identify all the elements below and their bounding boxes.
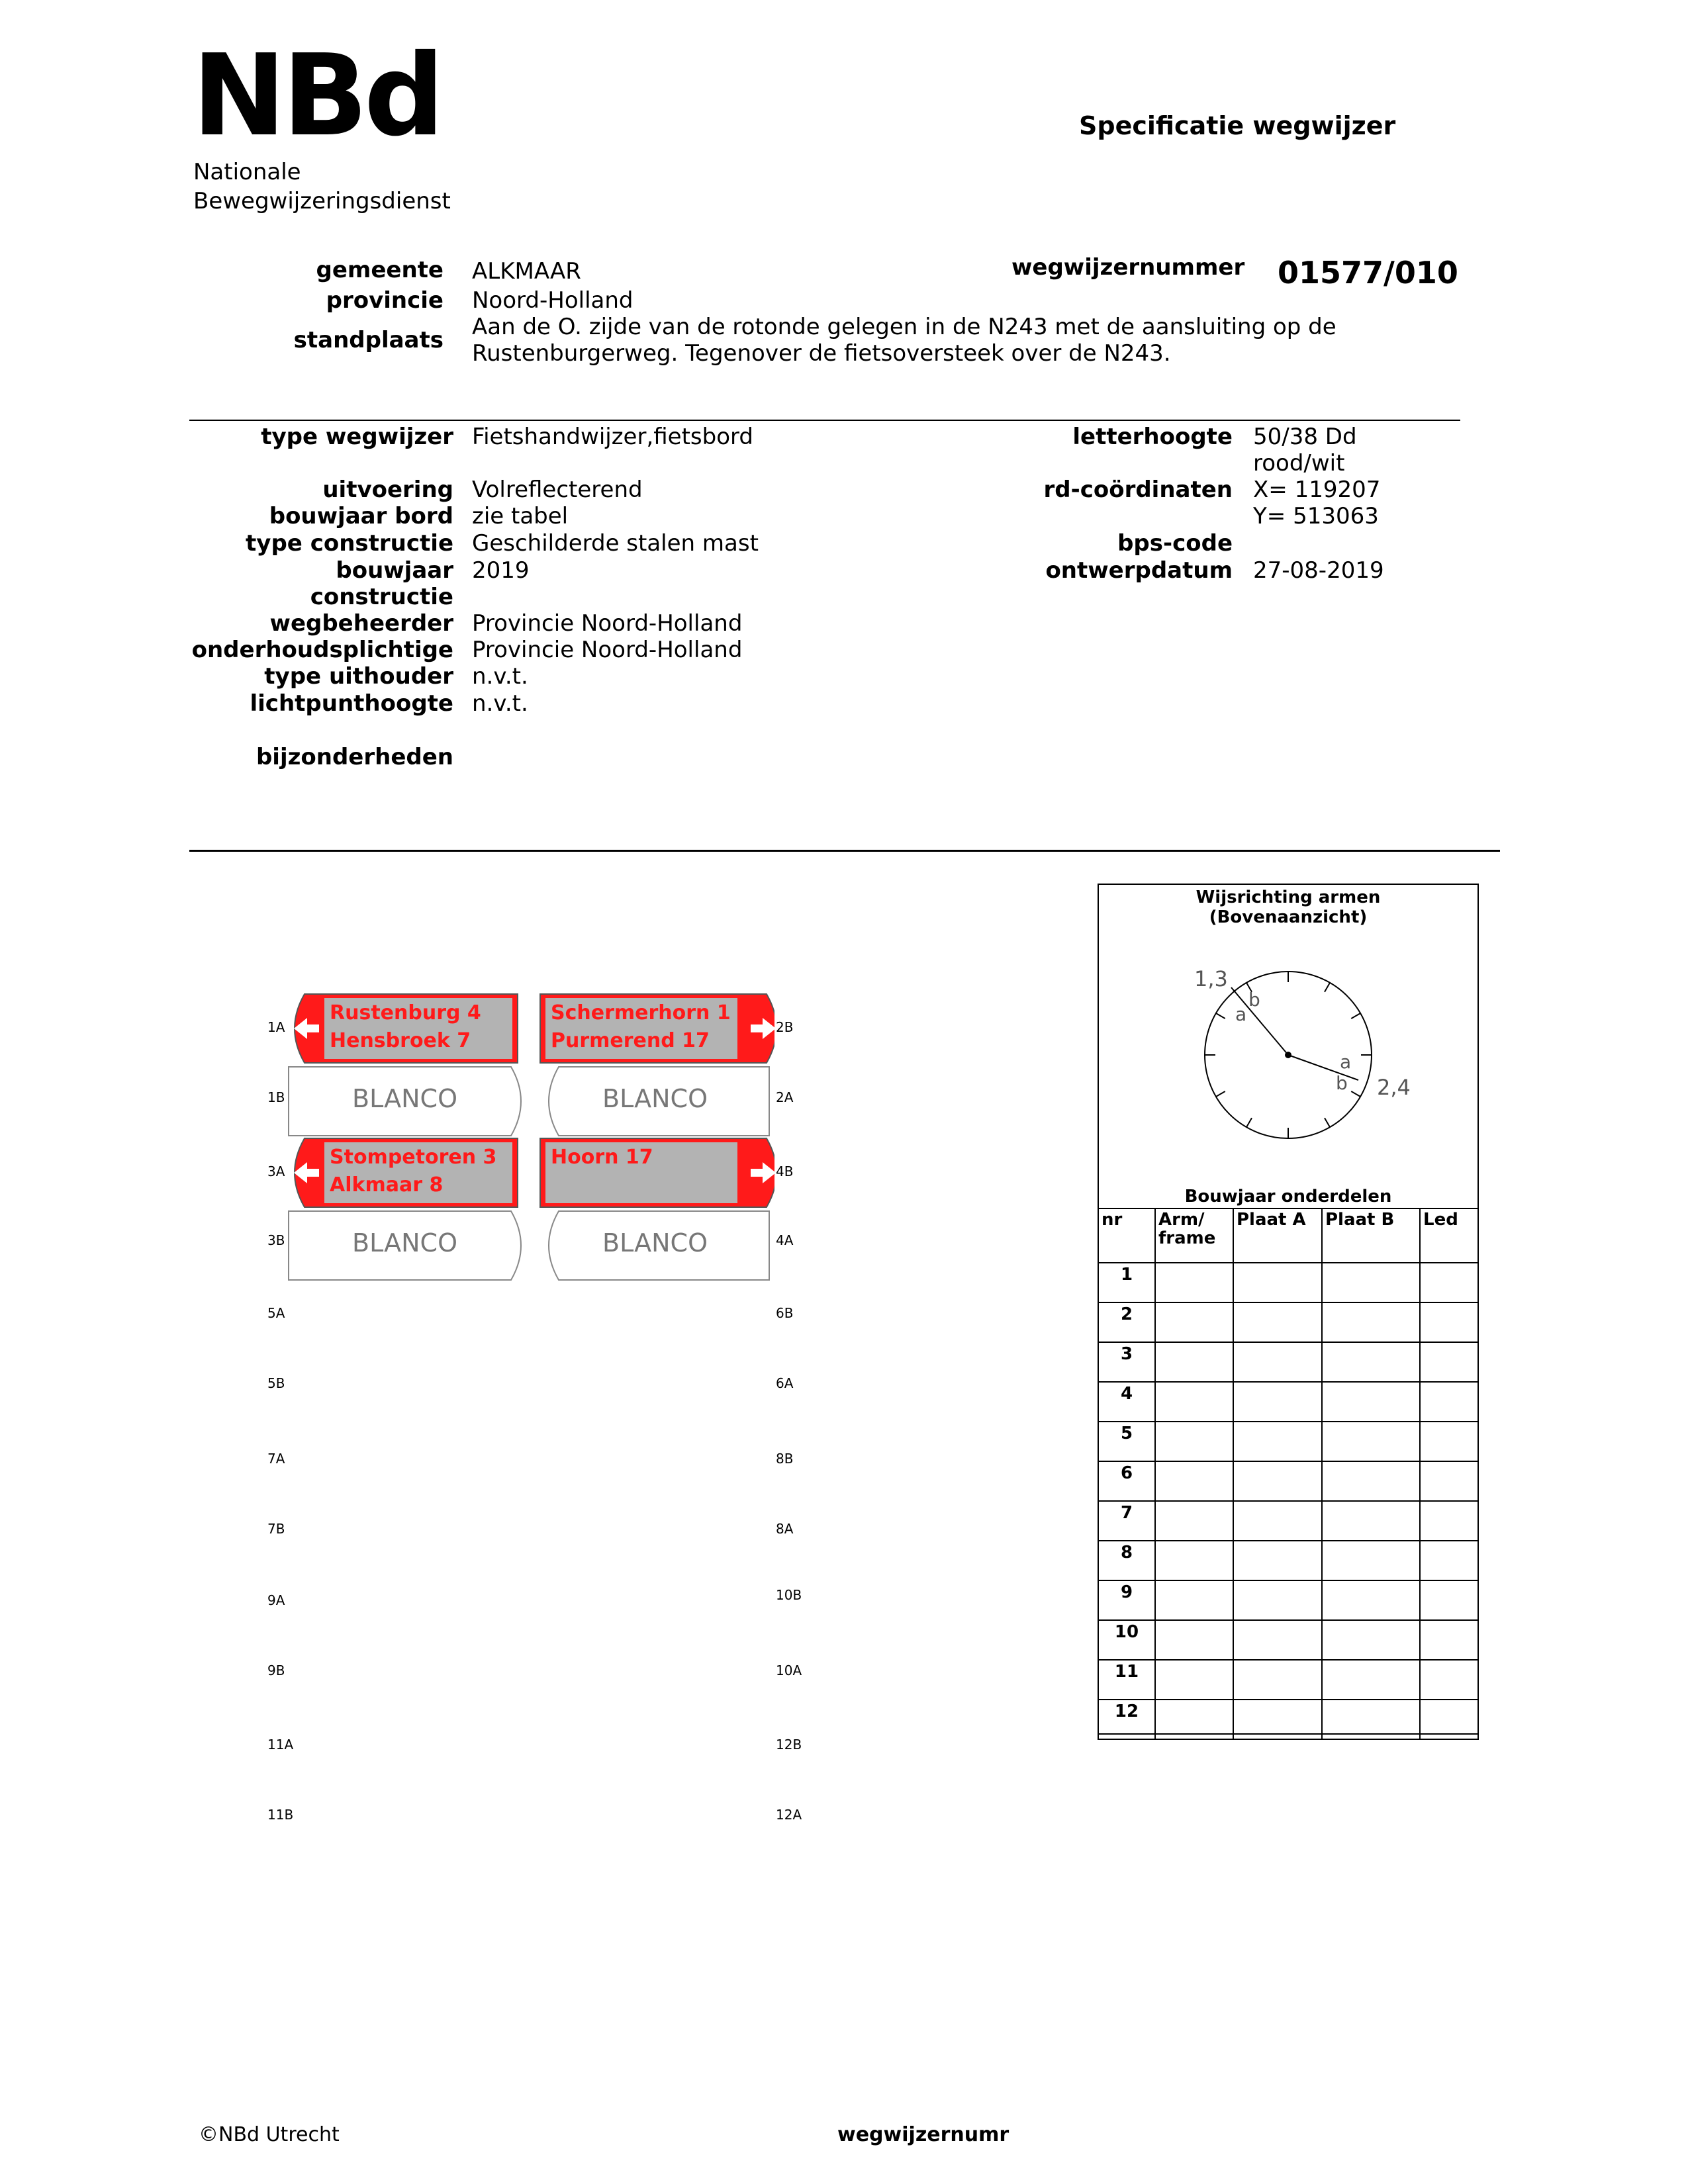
blanco-3B: BLANCO <box>352 1228 457 1257</box>
table-cell <box>1322 1302 1420 1342</box>
table-cell <box>1322 1382 1420 1422</box>
position-label: 9A <box>267 1592 285 1608</box>
table-header: nr <box>1098 1208 1155 1263</box>
table-cell <box>1233 1620 1322 1660</box>
compass-tick <box>1351 1091 1360 1097</box>
table-cell <box>1322 1501 1420 1541</box>
table-cell <box>1420 1541 1478 1580</box>
spec-label: constructie <box>310 584 453 610</box>
row-number: 3 <box>1098 1342 1155 1382</box>
position-label: 5B <box>267 1375 285 1391</box>
compass-tick <box>1325 1118 1330 1127</box>
table-cell <box>1233 1461 1322 1501</box>
table-cell <box>1233 1660 1322 1700</box>
table-cell <box>1155 1580 1233 1620</box>
position-label: 9B <box>267 1662 285 1678</box>
table-cell <box>1420 1580 1478 1620</box>
position-label: 6A <box>776 1375 794 1391</box>
table-row <box>1098 1700 1478 1739</box>
logo-line1: Nationale <box>193 159 301 185</box>
position-label: 7B <box>267 1521 285 1537</box>
arm-1-3-b: b <box>1248 989 1260 1011</box>
spec-label: type wegwijzer <box>261 424 453 450</box>
table-cell <box>1155 1302 1233 1342</box>
blanco-1B: BLANCO <box>352 1084 457 1113</box>
table-row <box>1098 1263 1478 1302</box>
table-cell <box>1233 1382 1322 1422</box>
table-cell <box>1420 1263 1478 1302</box>
divider-middle <box>189 850 1500 852</box>
sign-3A-line2: Alkmaar 8 <box>330 1173 444 1197</box>
position-label: 1B <box>267 1089 285 1105</box>
row-number: 4 <box>1098 1382 1155 1422</box>
table-cell <box>1420 1700 1478 1739</box>
position-label: 10A <box>776 1662 802 1678</box>
sign-1A-line2: Hensbroek 7 <box>330 1029 471 1052</box>
position-label: 4A <box>776 1232 794 1248</box>
row-number: 1 <box>1098 1263 1155 1302</box>
letterhoogte-label: letterhoogte <box>1072 424 1233 450</box>
position-label: 7A <box>267 1451 285 1467</box>
standplaats-line2: Rustenburgerweg. Tegenover de fietsoversteek over de N243. <box>472 340 1171 367</box>
position-label: 8A <box>776 1521 794 1537</box>
spec-value: Provincie Noord-Holland <box>472 610 743 637</box>
row-number: 6 <box>1098 1461 1155 1501</box>
row-number: 11 <box>1098 1660 1155 1700</box>
position-label: 4B <box>776 1163 794 1179</box>
spec-label: onderhoudsplichtige <box>191 637 453 663</box>
row-number: 12 <box>1098 1700 1155 1739</box>
table-cell <box>1322 1263 1420 1302</box>
divider-top <box>189 420 1460 421</box>
footer-wegwijzernummer: wegwijzernumr <box>837 2123 1009 2146</box>
table-cell <box>1420 1620 1478 1660</box>
gemeente-label: gemeente <box>316 257 444 283</box>
table-cell <box>1233 1700 1322 1739</box>
compass-tick <box>1216 1013 1225 1019</box>
table-cell <box>1155 1461 1233 1501</box>
table-row <box>1098 1461 1478 1501</box>
table-cell <box>1155 1263 1233 1302</box>
table-cell <box>1233 1342 1322 1382</box>
spec-value: 2019 <box>472 557 530 584</box>
table-cell <box>1420 1422 1478 1461</box>
table-header: Led <box>1420 1208 1478 1263</box>
table-cell <box>1322 1422 1420 1461</box>
standplaats-label: standplaats <box>293 327 444 353</box>
row-number: 8 <box>1098 1541 1155 1580</box>
spec-value: Geschilderde stalen mast <box>472 530 759 557</box>
row-number: 7 <box>1098 1501 1155 1541</box>
table-cell <box>1420 1382 1478 1422</box>
compass-center <box>1285 1052 1291 1058</box>
table-row <box>1098 1580 1478 1620</box>
spec-label: bijzonderheden <box>256 744 453 770</box>
arm-2-4-a: a <box>1340 1051 1352 1073</box>
table-cell <box>1155 1501 1233 1541</box>
spec-value: Volreflecterend <box>472 477 643 503</box>
spec-label: bouwjaar bord <box>269 503 453 529</box>
table-cell <box>1155 1660 1233 1700</box>
table-cell <box>1233 1541 1322 1580</box>
position-label: 2B <box>776 1019 794 1035</box>
spec-label: type uithouder <box>264 663 453 690</box>
table-cell <box>1322 1700 1420 1739</box>
footer-copyright: ©NBd Utrecht <box>199 2123 340 2146</box>
table-cell <box>1155 1541 1233 1580</box>
gemeente-value: ALKMAAR <box>472 258 581 285</box>
table-cell <box>1233 1501 1322 1541</box>
position-label: 10B <box>776 1587 802 1603</box>
compass-tick <box>1325 983 1330 992</box>
position-label: 3A <box>267 1163 285 1179</box>
table-row <box>1098 1660 1478 1700</box>
logo-line2: Bewegwijzeringsdienst <box>193 188 451 214</box>
letterhoogte-value1: 50/38 Dd <box>1253 424 1357 450</box>
table-cell <box>1155 1382 1233 1422</box>
blanco-4A: BLANCO <box>602 1228 708 1257</box>
sign-3A-line1: Stompetoren 3 <box>330 1146 497 1169</box>
table-cell <box>1322 1580 1420 1620</box>
table-row <box>1098 1541 1478 1580</box>
logo-subtitle <box>193 158 451 216</box>
table-row <box>1098 1382 1478 1422</box>
table-cell <box>1322 1620 1420 1660</box>
compass-title2: (Bovenaanzicht) <box>1209 907 1368 927</box>
table-header: Plaat A <box>1233 1208 1322 1263</box>
position-label: 11B <box>267 1807 294 1823</box>
table-cell <box>1420 1342 1478 1382</box>
bouwjaar-table <box>1098 1208 1479 1740</box>
position-label: 6B <box>776 1305 794 1321</box>
table-row <box>1098 1302 1478 1342</box>
table-header: Plaat B <box>1322 1208 1420 1263</box>
table-cell <box>1322 1342 1420 1382</box>
letterhoogte-value2: rood/wit <box>1253 450 1345 477</box>
table-row <box>1098 1342 1478 1382</box>
table-cell <box>1233 1263 1322 1302</box>
spec-value: Fietshandwijzer,fietsbord <box>472 424 753 450</box>
spec-label: lichtpunthoogte <box>250 690 453 717</box>
compass-tick <box>1246 1118 1252 1127</box>
bouwjaar-title: Bouwjaar onderdelen <box>1184 1187 1392 1206</box>
table-header: Arm/ frame <box>1155 1208 1233 1263</box>
provincie-label: provincie <box>326 287 444 314</box>
table-cell <box>1155 1342 1233 1382</box>
sign-2B-line1: Schermerhorn 1 <box>551 1001 731 1024</box>
table-cell <box>1420 1302 1478 1342</box>
spec-value: zie tabel <box>472 503 569 529</box>
table-cell <box>1420 1501 1478 1541</box>
sign-4B-line1: Hoorn 17 <box>551 1146 653 1169</box>
spec-label: uitvoering <box>322 477 453 503</box>
rd-label: rd-coördinaten <box>1043 477 1233 503</box>
wegwijzernummer-label: wegwijzernummer <box>1011 254 1245 281</box>
row-number: 9 <box>1098 1580 1155 1620</box>
arm-2-4-b: b <box>1336 1072 1348 1094</box>
spec-value: n.v.t. <box>472 663 528 690</box>
table-row <box>1098 1501 1478 1541</box>
rd-y: Y= 513063 <box>1253 503 1379 529</box>
position-label: 12B <box>776 1737 802 1752</box>
ontwerpdatum-value: 27-08-2019 <box>1253 557 1384 584</box>
spec-value: Provincie Noord-Holland <box>472 637 743 663</box>
table-cell <box>1420 1461 1478 1501</box>
table-cell <box>1155 1620 1233 1660</box>
ontwerpdatum-label: ontwerpdatum <box>1045 557 1233 584</box>
position-label: 3B <box>267 1232 285 1248</box>
position-label: 2A <box>776 1089 794 1105</box>
arm-1-3-label: 1,3 <box>1194 966 1228 991</box>
standplaats-line1: Aan de O. zijde van de rotonde gelegen in de N243 met de aansluiting op de <box>472 314 1336 340</box>
sign-1A-line1: Rustenburg 4 <box>330 1001 481 1024</box>
rd-x: X= 119207 <box>1253 477 1381 503</box>
position-label: 8B <box>776 1451 794 1467</box>
table-cell <box>1155 1700 1233 1739</box>
document-title: Specificatie wegwijzer <box>1079 111 1396 140</box>
table-cell <box>1322 1541 1420 1580</box>
arm-2-4-label: 2,4 <box>1377 1075 1411 1100</box>
arm-1-3-a: a <box>1235 1003 1247 1025</box>
compass-tick <box>1216 1091 1225 1097</box>
blanco-2A: BLANCO <box>602 1084 708 1113</box>
table-cell <box>1420 1660 1478 1700</box>
position-label: 12A <box>776 1807 802 1823</box>
row-number: 2 <box>1098 1302 1155 1342</box>
row-number: 5 <box>1098 1422 1155 1461</box>
table-cell <box>1322 1660 1420 1700</box>
table-cell <box>1233 1422 1322 1461</box>
bps-label: bps-code <box>1117 530 1233 557</box>
position-label: 11A <box>267 1737 294 1752</box>
table-cell <box>1322 1461 1420 1501</box>
table-row <box>1098 1422 1478 1461</box>
table-row <box>1098 1620 1478 1660</box>
sign-2B-line2: Purmerend 17 <box>551 1029 710 1052</box>
spec-label: bouwjaar <box>336 557 453 584</box>
table-cell <box>1233 1302 1322 1342</box>
row-number: 10 <box>1098 1620 1155 1660</box>
position-label: 5A <box>267 1305 285 1321</box>
position-label: 1A <box>267 1019 285 1035</box>
nbd-logo: NBd <box>192 30 441 161</box>
table-cell <box>1233 1580 1322 1620</box>
provincie-value: Noord-Holland <box>472 287 633 314</box>
wegwijzernummer-value: 01577/010 <box>1278 255 1458 291</box>
compass-tick <box>1351 1013 1360 1019</box>
spec-label: wegbeheerder <box>269 610 453 637</box>
table-cell <box>1155 1422 1233 1461</box>
compass-title1: Wijsrichting armen <box>1196 887 1381 907</box>
spec-value: n.v.t. <box>472 690 528 717</box>
spec-label: type constructie <box>246 530 453 557</box>
